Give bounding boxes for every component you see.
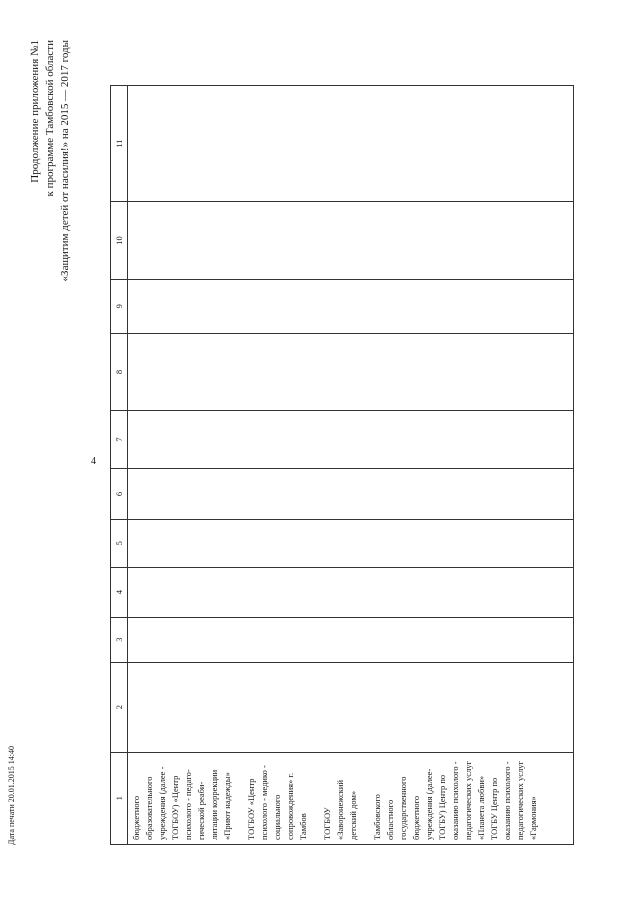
col-header: 8: [111, 334, 128, 411]
table-cell: [128, 279, 574, 333]
institution-entry: ТОГБОУ «Заворонежский детский дом»: [322, 779, 358, 840]
page-number: 4: [91, 456, 96, 467]
col-header: 10: [111, 202, 128, 279]
landscape-content: [7, 40, 580, 845]
table-cell: [128, 469, 574, 520]
table-cell: [128, 86, 574, 202]
header-row: [111, 86, 128, 845]
col-header: 11: [111, 86, 128, 202]
table-cell: [128, 410, 574, 468]
col-header: 2: [111, 662, 128, 752]
table-cell: [128, 519, 574, 567]
heading-line-1: Продолжение приложения №1: [29, 40, 41, 183]
col-header: 1: [111, 752, 128, 844]
col-header: 5: [111, 519, 128, 567]
institution-entry: ТОГБОУ «Центр психолого - медико - социального сопровождения» г. Тамбов: [246, 765, 308, 840]
institutions-cell: [128, 752, 574, 844]
col-header: 7: [111, 410, 128, 468]
col-header: 4: [111, 567, 128, 617]
col-header: 3: [111, 617, 128, 662]
table-cell: [128, 334, 574, 411]
table-cell: [128, 202, 574, 279]
appendix-heading: [28, 40, 73, 600]
institution-entry: бюджетного образовательного учреждения (далее - ТОГБОУ) «Центр психолого - педаго-гической реаби-литации коррекции «Приют надежды»: [131, 766, 232, 840]
table-cell: [128, 617, 574, 662]
table-row: [128, 86, 574, 845]
institution-entry: Тамбовского областного государственного бюджетного учреждения (далее-ТОГБУ) Центр по оказанию психолого - педагогических услуг «Планета любви»: [372, 761, 486, 840]
program-table: [110, 85, 574, 845]
table-cell: [128, 567, 574, 617]
institution-entry: ТОГБУ Центр по оказанию психолого - педагогических услуг «Гармония»: [489, 761, 538, 840]
table-cell: [128, 662, 574, 752]
col-header: 6: [111, 469, 128, 520]
heading-line-3: «Защитим детей от насилия!» на 2015 — 2017 годы: [59, 40, 71, 282]
heading-line-2: к программе Тамбовской области: [44, 40, 56, 197]
print-date: Дата печати 20.01.2015 14:40: [7, 746, 16, 845]
col-header: 9: [111, 279, 128, 333]
